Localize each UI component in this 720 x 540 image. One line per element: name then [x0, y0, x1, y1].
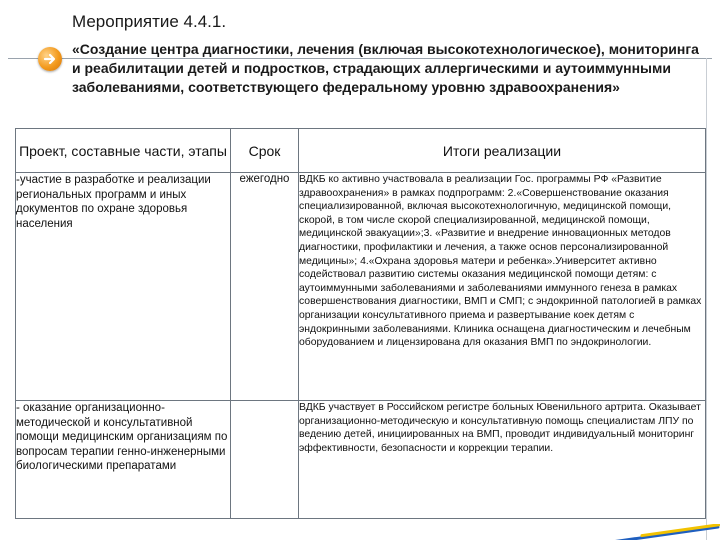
results-table [15, 128, 706, 519]
row-term: ежегодно [231, 173, 299, 401]
row-results: ВДКБ участвует в Российском регистре больных Ювенильного артрита. Оказывает организационно-методическую и консультативную помощь специалистам ЛПУ по ведению детей, инициированных на ВМП, проводит индивидуальный мониторинг эффективности, безопасности и коррекции терапии. [299, 401, 706, 519]
arrow-right-icon [38, 47, 62, 71]
page-title: Мероприятие 4.4.1. [72, 12, 227, 31]
page-subtitle: «Создание центра диагностики, лечения (включая высокотехнологическое), мониторинга и реабилитации детей и подростков, страдающих аллергическими и аутоиммунными заболеваниями, соответствующего федеральному уровню здравоохранения» [72, 41, 699, 95]
row-term [231, 401, 299, 519]
header-term: Срок [231, 129, 299, 173]
row-results: ВДКБ ко активно участвовала в реализации Гос. программы РФ «Развитие здравоохранения» в рамках подпрограмм: 2.«Совершенствование оказания специализированной, включая высокотехнологичную, медицинской помощи, скорой, в том числе скорой специализированной, медицинской помощи, медицинской эвакуации»;3. «Развитие и внедрение инновационных методов диагностики, профилактики и лечения, а также основ персонализированной медицины»; 4.«Охрана здоровья матери и ребенка».Университет активно содействовал развитию системы оказания медицинской помощи детям: с аутоиммунными заболеваниями и заболеваниями иммунного генеза в рамках совершенствования диагностики, ВМП и СМП; с эндокринной патологией в рамках организации консультативного приема и развертывание коек детям с эндокринными заболеваниями. Клиника оснащена диагностическим и лечебным оборудованием и лицензирована для оказания ВМП по эндокринологии. [299, 173, 706, 401]
header-results: Итоги реализации [299, 129, 706, 173]
row-project: - оказание организационно-методической и консультативной помощи медицинским организациям по вопросам терапии генно-инженерными биологическими препаратами [16, 401, 231, 519]
row-project: -участие в разработке и реализации региональных программ и иных документов по охране здоровья населения [16, 173, 231, 401]
decorative-stripes [600, 524, 720, 540]
header-project: Проект, составные части, этапы [16, 129, 231, 173]
table-row [16, 173, 706, 401]
right-border-line [706, 58, 707, 540]
table-header-row [16, 129, 706, 173]
table-row [16, 401, 706, 519]
